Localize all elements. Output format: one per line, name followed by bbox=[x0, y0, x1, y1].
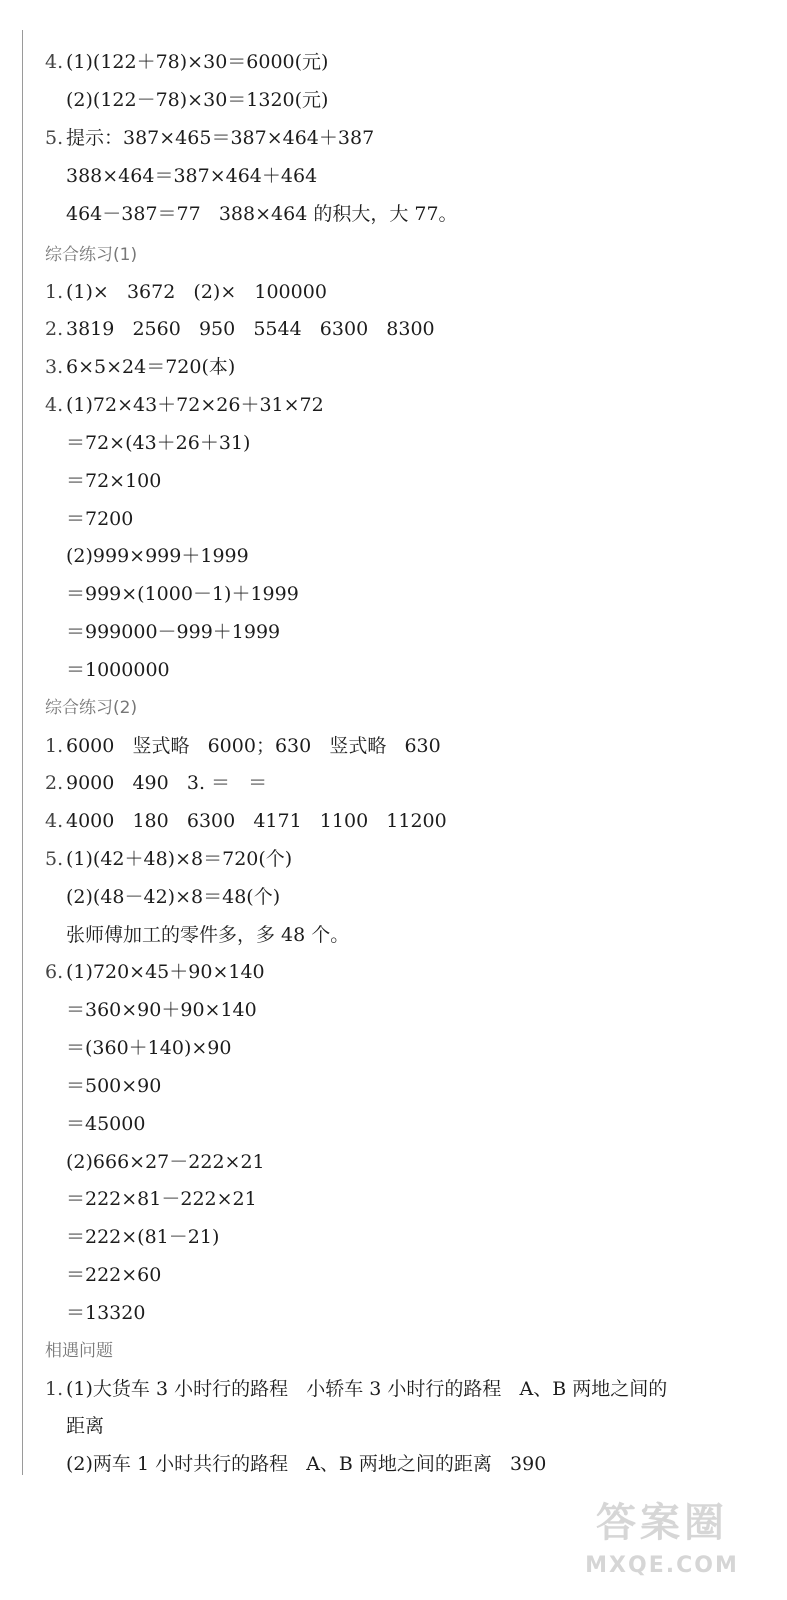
section-heading: 综合练习(2) bbox=[45, 698, 138, 718]
section-heading: 相遇问题 bbox=[45, 1341, 113, 1361]
watermark-logo bbox=[567, 1495, 757, 1595]
left-margin-rule bbox=[22, 30, 23, 1475]
watermark-text: 答案圈 bbox=[596, 1500, 728, 1546]
section-heading: 综合练习(1) bbox=[45, 245, 138, 265]
watermark-url: MXQE.COM bbox=[585, 1553, 739, 1578]
